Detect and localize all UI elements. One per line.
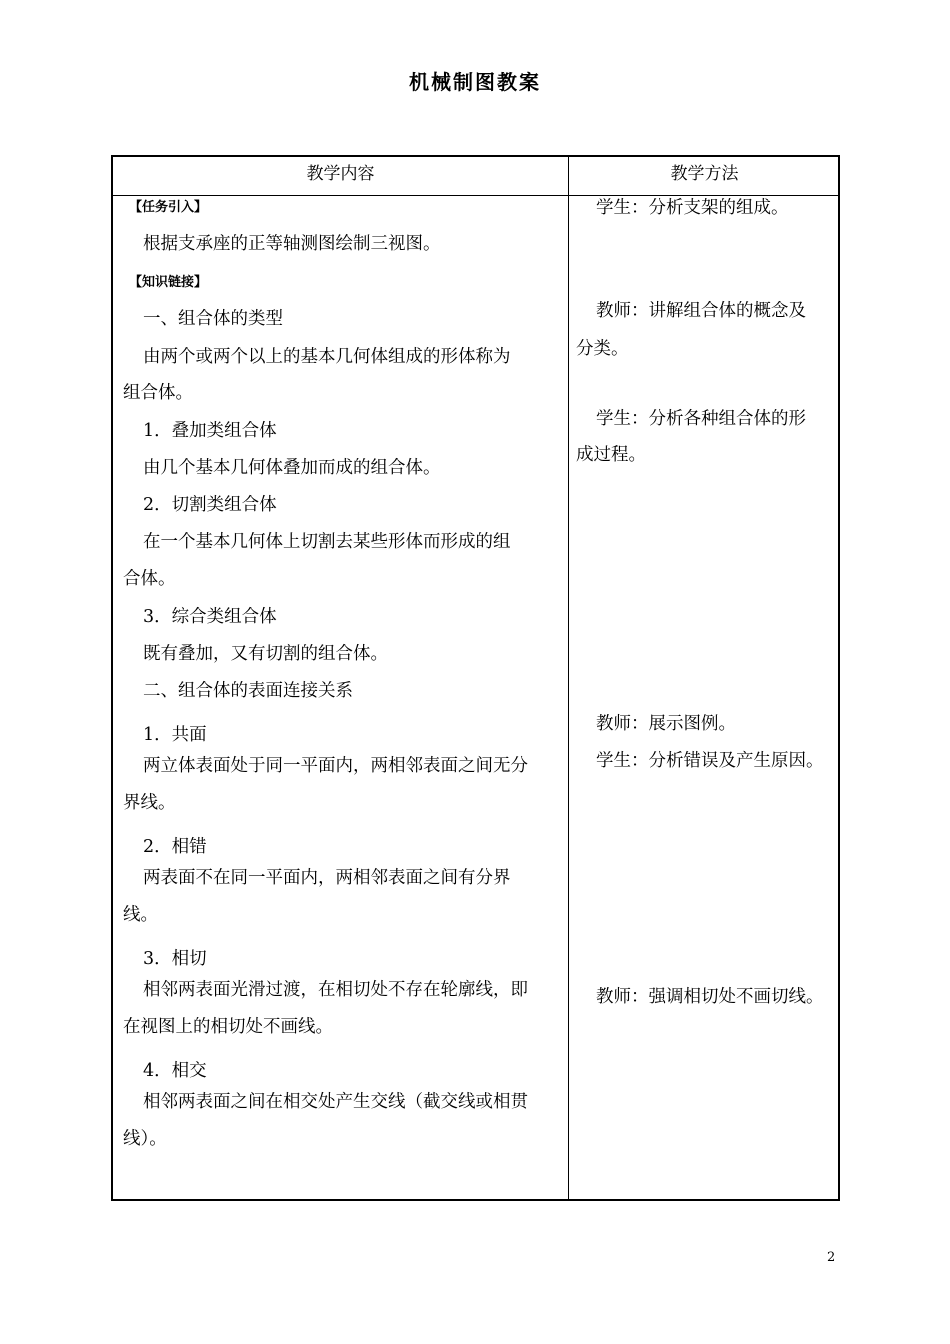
content-line: 根据支承座的正等轴测图绘制三视图。 — [143, 234, 441, 254]
content-line: 3．综合类组合体 — [143, 607, 277, 627]
content-line: 在视图上的相切处不画线。 — [123, 1017, 333, 1037]
method-line: 学生：分析错误及产生原因。 — [596, 751, 824, 771]
method-line: 学生：分析各种组合体的形 — [596, 409, 806, 429]
header-divider — [113, 195, 838, 196]
content-line: 4．相交 — [143, 1061, 207, 1081]
content-line: 两立体表面处于同一平面内，两相邻表面之间无分 — [143, 756, 528, 776]
content-line: 既有叠加，又有切割的组合体。 — [143, 644, 388, 664]
content-line: 1．叠加类组合体 — [143, 421, 277, 441]
header-teaching-content: 教学内容 — [306, 164, 375, 184]
method-line: 分类。 — [576, 339, 629, 359]
page-title: 机械制图教案 — [409, 70, 541, 94]
content-line: 在一个基本几何体上切割去某些形体而形成的组 — [143, 532, 511, 552]
header-teaching-method: 教学方法 — [670, 164, 739, 184]
content-line-knowledge-link: 【知识链接】 — [129, 275, 208, 290]
content-line: 相邻两表面光滑过渡，在相切处不存在轮廓线，即 — [143, 980, 528, 1000]
content-line: 由几个基本几何体叠加而成的组合体。 — [143, 458, 441, 478]
content-line: 由两个或两个以上的基本几何体组成的形体称为 — [143, 347, 511, 367]
lesson-table — [111, 155, 840, 1201]
column-divider — [568, 157, 569, 1199]
content-line: 相邻两表面之间在相交处产生交线（截交线或相贯 — [143, 1092, 528, 1112]
method-line: 教师：强调相切处不画切线。 — [596, 987, 824, 1007]
method-line: 教师：讲解组合体的概念及 — [596, 301, 806, 321]
content-line: 线）。 — [123, 1129, 167, 1149]
content-line: 3．相切 — [143, 949, 207, 969]
content-line: 两表面不在同一平面内，两相邻表面之间有分界 — [143, 868, 511, 888]
content-line: 一、组合体的类型 — [143, 309, 283, 329]
method-line: 教师：展示图例。 — [596, 714, 736, 734]
content-line-task-intro: 【任务引入】 — [129, 200, 208, 215]
content-line: 组合体。 — [123, 383, 193, 403]
content-line: 2．切割类组合体 — [143, 495, 277, 515]
content-line: 合体。 — [123, 569, 176, 589]
content-line: 1．共面 — [143, 725, 207, 745]
content-line: 二、组合体的表面连接关系 — [143, 681, 353, 701]
method-line: 成过程。 — [576, 445, 646, 465]
content-line: 界线。 — [123, 793, 176, 813]
method-line: 学生：分析支架的组成。 — [596, 198, 789, 218]
page-number: 2 — [827, 1250, 836, 1265]
content-line: 线。 — [123, 905, 158, 925]
content-line: 2．相错 — [143, 837, 207, 857]
